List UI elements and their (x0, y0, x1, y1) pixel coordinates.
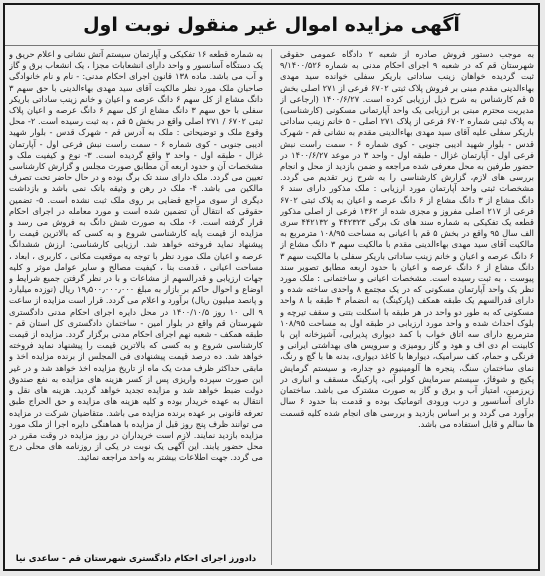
column-divider (271, 49, 272, 565)
right-column (280, 49, 534, 565)
left-column (9, 49, 263, 565)
notice-title: آگهی مزایده اموال غیر منقول نوبت اول (83, 14, 460, 36)
left-column-text: به شماره قطعه ۱۶ تفکیکی و آپارتمان سیستم آتش نشانی و اعلام حریق و یک دستگاه آسانسور و واحد دارای انشعابات مجزا ، یک انشعاب برق و گاز و آب می باشد. ماده ۱۳۸ قانون اجرای احکام مدنی: - نام و نام خانوادگی صاحبان ملک مورد نظر مالکیت آقای سید مهدی بهاءالدینی با حق سهم ۳ دانگ مشاع از کل سهم ۶ دانگ عرصه و اعیان و خانم زینب ساداتی باریکر سفلی با حق سهم ۳ دانگ مشاع از کل سهم ۶ دانگ عرصه و اعیان پلاک ثبتی ۶۷۰۲ / ۲۷۱ اصلی واقع در بخش ۵ قم ، به ثبت رسیده است. ۲- محل وقوع ملک و توضیحاتی : ملک به آدرس قم - شهرک قدس - بلوار شهید ادیبی جنوبی - کوی شماره ۶ - سمت راست نبش فرعی اول - آپارتمان غزال - طبقه اول - واحد ۳ واقع گردیده است. ۳- نوع و کیفیت ملک و مشخصات آن و حدود اربعه آن مطابق صورت مجلس و گزارش کارشناسی تعیین می گردد. ملک دارای سند تک برگ بوده و در حال حاضر تحت تصرف مالکین می باشد. ۴- ملک در رهن و وثیقه بانک نمی باشد و بازداشت دیگری از سوی مراجع قضایی بر روی ملک ثبت نشده است. ۵- تضمین حقوقی که انتقال آن تضمین شده است و مورد معامله در اجرای احکام قرار گرفته است. ۶- ملک به صورت شش دانگ به فروش می رسد و مزایده از قیمت پایه کارشناسی شروع و به کسی که بالاترین قیمت را پیشنهاد نماید فروخته خواهد شد. ارزیابی کارشناسی: ارزش ششدانگ عرصه و اعیان ملک مورد نظر با توجه به موقعیت مکانی ، کاربری ، ابعاد ، مساحت اعیانی ، قدمت بنا ، کیفیت مصالح و سایر عوامل موثر و کلیه جهات ارزیابی و قدرالسهم از مشاعات و با در نظر گرفتن جمیع شرایط و اوضاع و احوال حاکم بر بازار به مبلغ ۱۹٫۵۰۰٫۰۰۰٫۰۰۰ ریال (نوزده میلیارد و پانصد میلیون ریال) برآورد و اعلام می گردد. قرار است مزایده از ساعت ۹ الی ۱۰ روز ۱۴۰۰/۱۰/۵ در محل دایره اجرای احکام مدنی دادگستری شهرستان قم واقع در بلوار امین - ساختمان دادگستری کل استان قم - طبقه همکف - شعبه نهم اجرای احکام مدنی برگزار گردد. مزایده از قیمت کارشناسی شروع و به کسی که بالاترین قیمت را پیشنهاد نماید فروخته خواهد شد. ده درصد قیمت پیشنهادی فی المجلس از برنده مزایده اخذ و مابقی حداکثر ظرف مدت یک ماه از تاریخ مزایده اخذ خواهد شد و در غیر این صورت سپرده واریزی پس از کسر هزینه های مزایده به نفع صندوق دولت ضبط خواهد شد و مزایده تجدید خواهد گردید. هزینه های نقل و انتقال به عهده خریدار بوده و کلیه هزینه های مزایده و حق الحراج طبق تعرفه قانونی بر عهده برنده مزایده می باشد. متقاضیان شرکت در مزایده می توانند ظرف پنج روز قبل از مزایده با هماهنگی دایره اجرا از ملک مورد مزایده بازدید نمایند. لازم است خریداران در روز مزایده در وقت مقرر در محل حضور یابند. این آگهی یک نوبت در یکی از روزنامه های محلی درج می گردد. جهت اطلاعات بیشتر به واحد مراجعه نمائید. (9, 49, 263, 463)
notice-columns (9, 49, 534, 565)
right-column-text: به موجب دستور فروش صادره از شعبه ۲ دادگاه عمومی حقوقی شهرستان قم که در شعبه ۹ اجرای احکام مدنی به شماره ۹/۱۴۰۰/۵۲۶ ثبت گردیده خواهان زینب ساداتی باریکر سفلی خوانده سید مهدی بهاءالدینی مقدم مبنی بر فروش پلاک ثبتی ۶۷۰۲ فرعی از ۲۷۱ اصلی بخش ۵ قم کارشناس به شرح ذیل ارزیابی کرده است. ۱۴۰۰/۶/۲۷ (ارجاعی از مدیریت محترم مبنی بر ارزیابی یک واحد آپارتمانی مسکونی (کارشناسی) به پلاک ثبتی شماره ۶۷۰۲ فرعی از پلاک ۲۷۱ اصلی - ۵ خانم زینب ساداتی باریکر سفلی علیه آقای سید مهدی بهاءالدینی مقدم به نشانی قم - شهرک قدس - بلوار شهید ادیبی جنوبی - کوی شماره ۶ - سمت راست نبش فرعی اول - آپارتمان غزال - طبقه اول - واحد ۳ در موعد ۱۴۰۰/۶/۲۷ در حضور طرفین به محل معرفی شده مراجعه و ضمن بازدید از محل و انجام بررسی های لازم، گزارش کارشناسی را به شرح زیر تقدیم می گردد. مشخصات ثبتی واحد آپارتمان مورد ارزیابی : ملک مذکور دارای سند ۶ دانگ مشاع از ۳ دانگ مشاع از ۶ دانگ عرصه و اعیان به پلاک ثبتی ۶۷۰۲ فرعی از ۲۱۷ اصلی مفروز و مجزی شده از ۱۳۶۲ فرعی از اصلی مذکور قطعه یک تفکیکی به شماره سند های تک برگی ۴۴۲۳۲۳ و ۴۴۲۱۳۲ سری الف سال ۹۵ واقع در بخش ۵ قم با اعیانی به مساحت ۱۰۸/۹۵ مترمربع به مالکیت آقای سید مهدی بهاءالدینی مقدم با مالکیت سهم ۳ دانگ مشاع از ۶ دانگ عرصه و اعیان و خانم زینب ساداتی باریکر سفلی با مالکیت سهم ۳ دانگ مشاع از ۶ دانگ عرصه و اعیان با حدود اربعه مطابق تصویر سند پیوست ، به ثبت رسیده است. مشخصات اعیانی و ساختمانی : ملک مورد نظر یک واحد آپارتمان مسکونی که در یک مجتمع ۸ واحدی ساخته شده و دارای قدرالسهم یک طبقه همکف (پارکینگ) به انضمام ۴ طبقه با ۸ واحد مسکونی که به طور دو واحد در هر طبقه با اسکلت بتنی و سقف تیرچه و بلوک احداث شده و واحد مورد ارزیابی در طبقه اول به مساحت ۱۰۸/۹۵ مترمربع دارای سه اتاق خواب با کمد دیواری پذیرایی، آشپزخانه اپن با کابینت ام دی اف و هود و گاز رومیزی و سرویس های بهداشتی ایرانی و فرنگی و حمام، کف سرامیک، دیوارها با کاغذ دیواری، بدنه ها با گچ و رنگ، نمای ساختمان سنگ، پنجره ها آلومینیوم دو جداره، و سیستم گرمایش پکیج و شوفاژ، سیستم سرمایش کولر آبی، پارکینگ مسقف و انباری در زیرزمین، امتیاز آب و برق و گاز به صورت مشترک می باشد. ساختمان دارای آسانسور و درب ورودی اتوماتیک بوده و قدمت بنا حدود ۶ سال برآورد می گردد و بر اساس بازدید و بررسی های انجام شده کلیه قسمت ها سالم و قابل استفاده می باشد. (280, 49, 534, 429)
title-band (5, 5, 538, 46)
signature-line: دادورز اجرای احکام دادگستری شهرستان قم - ساعدی نیا (9, 554, 263, 565)
auction-notice (3, 3, 540, 571)
